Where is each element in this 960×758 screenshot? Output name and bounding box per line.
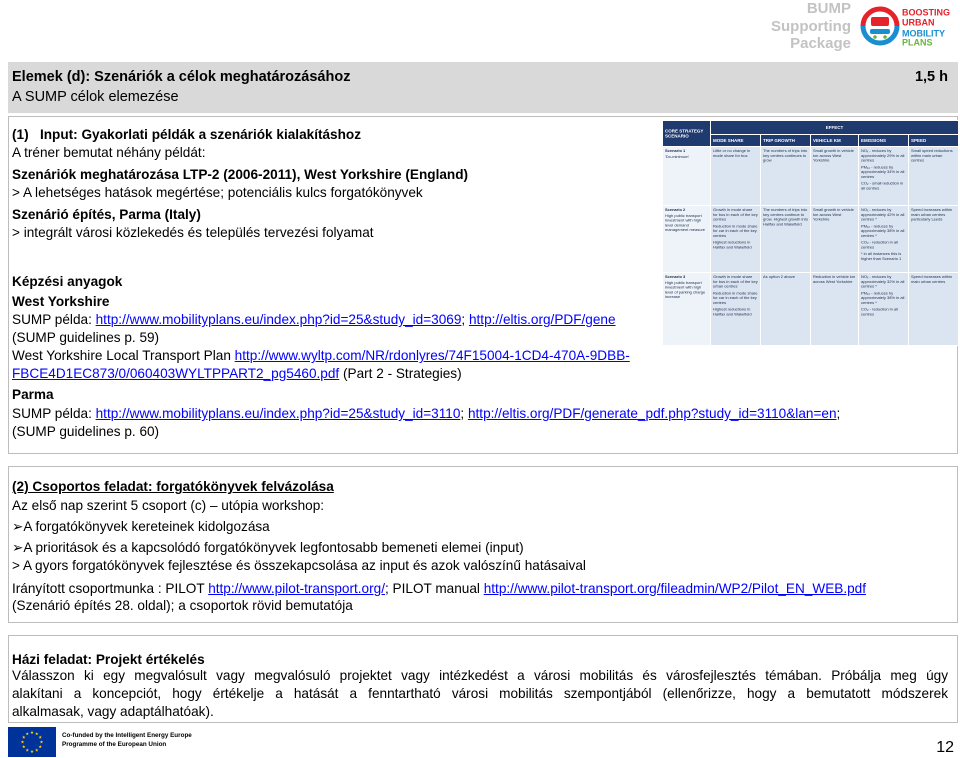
homework-text-line: Válasszon ki egy megvalósult vagy megvalósuló projektet vagy intézkedést a városi mobilitás és városfejlesztés témában. Próbálja meg úgy bbox=[12, 668, 948, 683]
pilot-separator: ; PILOT manual bbox=[384, 581, 484, 596]
column-header: SPEED bbox=[909, 135, 959, 147]
effect-text: Highest reductions in Halifax and Wakefield bbox=[713, 240, 752, 250]
effect-text: The numbers of trips into key centres continues to grow bbox=[763, 148, 808, 163]
effect-text: Highest reductions in Halifax and Wakefield bbox=[713, 307, 752, 317]
effect-text: Speed increases within main urban centres bbox=[911, 274, 953, 284]
effect-cell bbox=[811, 273, 859, 346]
pilot-link[interactable]: http://www.pilot-transport.org/ bbox=[208, 581, 385, 596]
column-header: EMISSIONS bbox=[859, 135, 909, 147]
scenario-cell bbox=[663, 206, 711, 273]
example-parma-desc: > integrált városi közlekedés és település tervezési folyamat bbox=[12, 225, 374, 240]
logo-word: URBAN bbox=[902, 17, 935, 28]
pilot-note: (Szenárió építés 28. oldal); a csoportok rövid bemutatója bbox=[12, 598, 353, 613]
effect-text: Little or no change in mode share for bus bbox=[713, 148, 751, 158]
scenario-name: Scenario 3 bbox=[665, 274, 686, 279]
group-task-heading bbox=[12, 478, 334, 496]
scenario-description: 'Do-minimum' bbox=[665, 154, 690, 159]
table-row bbox=[663, 206, 959, 273]
eu-cofunding-line: Programme of the European Union bbox=[62, 740, 167, 748]
effect-text: PM₁₀ - reduces by approximately 38% in all centres * bbox=[861, 223, 905, 238]
parma-guidelines: (SUMP guidelines p. 60) bbox=[12, 424, 160, 439]
example-west-yorkshire-desc: > A lehetséges hatások megértése; potenciális kulcs forgatókönyvek bbox=[12, 185, 423, 200]
effect-cell bbox=[859, 206, 909, 273]
effect-cell bbox=[909, 273, 959, 346]
brand-line: Supporting bbox=[771, 17, 851, 35]
example-parma-title: Szenárió építés, Parma (Italy) bbox=[12, 207, 201, 222]
scenario-table-scaler bbox=[662, 120, 958, 346]
page-title: Elemek (d): Szenáriók a célok meghatározásához bbox=[12, 69, 351, 85]
separator-end: ; bbox=[836, 406, 841, 421]
pilot-label: Irányított csoportmunka : PILOT bbox=[12, 581, 209, 596]
table-row bbox=[663, 147, 959, 206]
sump-label: SUMP példa: bbox=[12, 406, 96, 421]
effect-text: The numbers of trips into key centres continue to grow. Highest growth into Halifax and Wakefield bbox=[763, 207, 808, 227]
effect-text: NOₓ - reduces by approximately 42% in all centres * bbox=[861, 207, 905, 222]
effect-text: As option 2 above bbox=[763, 274, 796, 279]
group-task-heading-text: (2) Csoportos feladat: forgatókönyvek felvázolása bbox=[12, 479, 334, 494]
effect-cell bbox=[909, 206, 959, 273]
bullet-item: ➢A forgatókönyvek kereteinek kidolgozása bbox=[12, 519, 270, 534]
pilot-manual-link[interactable]: http://www.pilot-transport.org/fileadmin/WP2/Pilot_EN_WEB.pdf bbox=[483, 581, 867, 596]
scenario-table bbox=[662, 120, 958, 346]
brand-line: Package bbox=[790, 35, 851, 52]
effect-text: PM₁₀ - reduces by approximately 38% in all centres * bbox=[861, 290, 905, 305]
page-number: 12 bbox=[936, 739, 954, 756]
effect-text: Reduction in mode share for car in each of the key centres bbox=[713, 290, 758, 305]
logo-word: BOOSTING bbox=[902, 7, 951, 18]
eu-flag-icon bbox=[8, 727, 56, 757]
west-yorkshire-guidelines: (SUMP guidelines p. 59) bbox=[12, 330, 160, 345]
sump-example-link[interactable]: http://www.mobilityplans.eu/index.php?id=25&study_id=3110 bbox=[95, 406, 461, 421]
effect-cell bbox=[909, 147, 959, 206]
ltp-label: West Yorkshire Local Transport Plan bbox=[12, 348, 235, 363]
homework-title: Házi feladat: Projekt értékelés bbox=[12, 652, 205, 667]
effect-cell bbox=[859, 147, 909, 206]
eu-cofunding-text bbox=[62, 732, 192, 749]
separator: ; bbox=[461, 312, 469, 327]
effect-text: CO₂ - reduction in all centres bbox=[861, 307, 898, 317]
effect-cell bbox=[711, 147, 761, 206]
sump-example-link[interactable]: http://www.mobilityplans.eu/index.php?id=25&study_id=3069 bbox=[95, 312, 462, 327]
input-section-heading: (1) Input: Gyakorlati példák a szenáriók kialakításhoz bbox=[12, 127, 362, 142]
eltis-link[interactable]: http://eltis.org/PDF/generate_pdf.php?study_id=3110&lan=en bbox=[467, 406, 837, 421]
ltp-link-continued[interactable]: FBCE4D1EC873/0/060403WYLTPPART2_pg5460.pdf bbox=[12, 366, 340, 381]
effect-text: Small speed reductions within main urban centres bbox=[911, 148, 953, 163]
logo-word: MOBILITY bbox=[902, 28, 945, 39]
effect-text: Reduction in mode share for car in each of the key centres bbox=[713, 223, 758, 238]
scenario-table-body bbox=[663, 147, 959, 346]
effect-text: Speed increases within main urban centres particularly Leeds bbox=[911, 207, 953, 222]
west-yorkshire-sump-line bbox=[12, 311, 616, 329]
table-row bbox=[663, 273, 959, 346]
effect-cell bbox=[761, 206, 811, 273]
effect-cell bbox=[711, 206, 761, 273]
effect-cell bbox=[711, 273, 761, 346]
page-subtitle: A SUMP célok elemezése bbox=[12, 89, 179, 105]
scenario-table-image bbox=[662, 120, 958, 346]
eu-cofunding-line: Co-funded by the Intelligent Energy Europe bbox=[62, 732, 192, 739]
column-header: VEHICLE KM bbox=[811, 135, 859, 147]
training-materials-title: Képzési anyagok bbox=[12, 274, 123, 289]
effect-text: Small growth in vehicle km across West Yorkshire bbox=[813, 207, 854, 222]
example-west-yorkshire-title: Szenáriók meghatározása LTP-2 (2006-2011), West Yorkshire (England) bbox=[12, 167, 469, 182]
west-yorkshire-title: West Yorkshire bbox=[12, 294, 110, 309]
ltp-note: (Part 2 - Strategies) bbox=[339, 366, 462, 381]
effect-cell bbox=[761, 273, 811, 346]
effect-cell bbox=[811, 206, 859, 273]
homework-text-line: alakítani a koncepciót, hogy értékelje a hatását a fenntartható városi mobilitás szempontjából (ellenőrizze, hogy a bemutatott módszerek bbox=[12, 686, 948, 701]
effect-text: Growth in mode share for bus in each of the key centres bbox=[713, 207, 758, 222]
effect-text: NOₓ - reduces by approximately 29% in all centres bbox=[861, 148, 905, 163]
effect-text: * in all instances this is higher than Scenario 1 bbox=[861, 251, 902, 261]
effect-cell bbox=[761, 147, 811, 206]
column-header: MODE SHARE bbox=[711, 135, 761, 147]
scenario-description: High public transport investment with high level of parking charge increase bbox=[665, 280, 706, 299]
effect-cell bbox=[811, 147, 859, 206]
effect-text: Small growth in vehicle km across West Yorkshire bbox=[813, 148, 854, 163]
ltp-line-2 bbox=[12, 365, 462, 383]
bump-logo bbox=[858, 3, 958, 53]
table-header-effect: EFFECT bbox=[711, 121, 959, 135]
effect-text: CO₂ - small reduction in all centres bbox=[861, 181, 904, 191]
effect-text: Growth in mode share for bus in each of the key urban centres bbox=[713, 274, 758, 289]
scenario-description: High public transport investment with high level demand management measure bbox=[665, 213, 706, 232]
effect-text: NOₓ - reduces by approximately 32% in all centres * bbox=[861, 274, 905, 289]
scenario-cell bbox=[663, 273, 711, 346]
scenario-cell bbox=[663, 147, 711, 206]
homework-text-line: alkalmasak, vagy adaptálhatóak). bbox=[12, 704, 214, 719]
effect-text: Reduction in vehicle km across West Yorkshire bbox=[813, 274, 856, 284]
bullet-item: ➢A prioritások és a kapcsolódó forgatókönyvek legfontosabb bemeneti elemei (input) bbox=[12, 540, 524, 555]
scenario-name: Scenario 1 bbox=[665, 148, 686, 153]
group-task-step: > A gyors forgatókönyvek fejlesztése és összekapcsolása az input és azok valószínű hatásaival bbox=[12, 558, 586, 573]
effect-text: CO₂ - reduction in all centres bbox=[861, 240, 898, 250]
duration-label: 1,5 h bbox=[914, 69, 948, 85]
effect-text: PM₁₀ - reduces by approximately 34% in all centres bbox=[861, 164, 905, 179]
brand-line: BUMP bbox=[806, 0, 851, 17]
bump-brand bbox=[771, 0, 851, 53]
parma-title: Parma bbox=[12, 387, 54, 402]
logo-word: PLANS bbox=[902, 37, 933, 48]
table-header-scenario: CORE STRATEGY SCENARIO bbox=[663, 121, 711, 147]
parma-sump-line bbox=[12, 405, 840, 423]
effect-cell bbox=[859, 273, 909, 346]
column-header: TRIP GROWTH bbox=[761, 135, 811, 147]
input-section-intro: A tréner bemutat néhány példát: bbox=[12, 145, 206, 160]
separator: ; bbox=[460, 406, 468, 421]
ltp-link[interactable]: http://www.wyltp.com/NR/rdonlyres/74F15004-1CD4-470A-9DBB- bbox=[234, 348, 630, 363]
table-header-row bbox=[663, 121, 959, 135]
group-task-intro: Az első nap szerint 5 csoport (c) – utópia workshop: bbox=[12, 498, 325, 513]
scenario-name: Scenario 2 bbox=[665, 207, 686, 212]
pilot-line bbox=[12, 580, 866, 598]
eltis-link[interactable]: http://eltis.org/PDF/gene bbox=[468, 312, 616, 327]
logo-circle-icon bbox=[863, 9, 897, 43]
ltp-line bbox=[12, 347, 630, 365]
sump-label: SUMP példa: bbox=[12, 312, 96, 327]
